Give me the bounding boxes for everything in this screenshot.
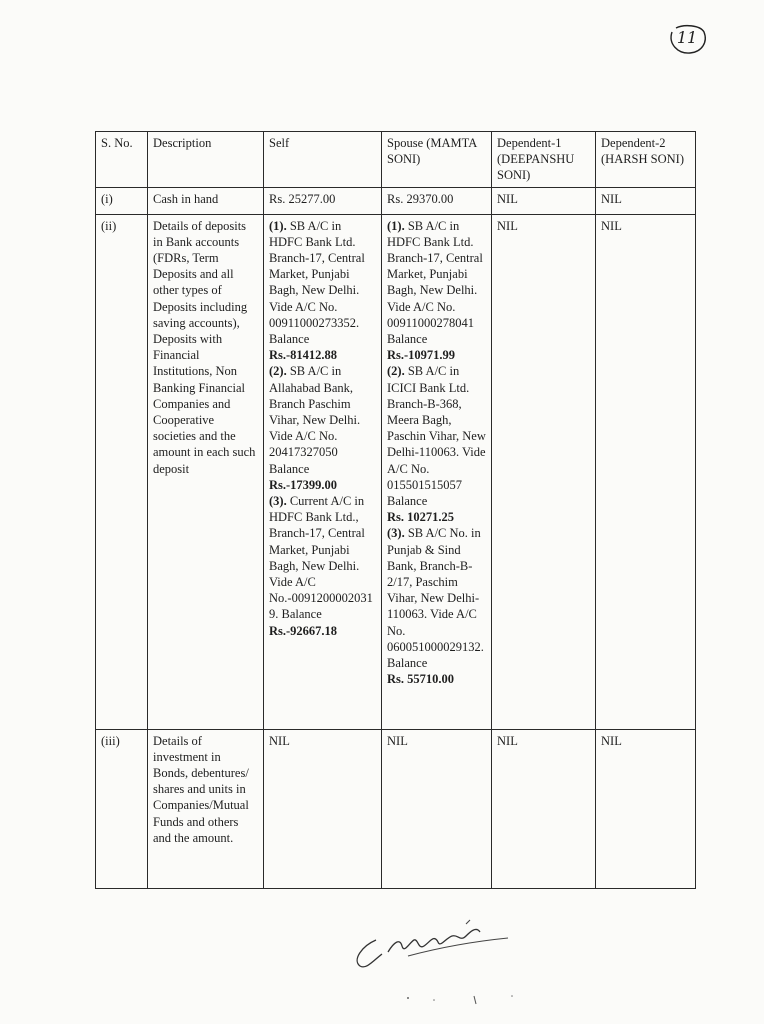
deposit-entry-text: SB A/C in ICICI Bank Ltd. Branch-B-368, Meera Bagh, Paschin Vihar, New Delhi-110063. Vide A/C No. 015501515057 Balance — [387, 364, 486, 509]
deposit-entry-text: SB A/C in HDFC Bank Ltd. Branch-17, Central Market, Punjabi Bagh, New Delhi. Vide A/C No. 00911000273352. Balance — [269, 218, 365, 347]
assets-table — [95, 131, 696, 889]
cell-dependent-2: NIL — [596, 187, 696, 214]
deposit-entry-label: (2). — [269, 364, 287, 379]
cell-sno: (i) — [96, 187, 148, 214]
deposit-entry-label: (1). — [387, 218, 405, 233]
cell-self: Rs. 25277.00 — [264, 187, 382, 214]
table-row — [96, 729, 696, 888]
header-dependent-2: Dependent-2 (HARSH SONI) — [596, 132, 696, 188]
cell-dependent-1: NIL — [492, 729, 596, 888]
header-sno: S. No. — [96, 132, 148, 188]
signature-scribble — [348, 912, 518, 982]
deposit-entry-text: SB A/C No. in Punjab & Sind Bank, Branch-B-2/17, Paschim Vihar, New Delhi-110063. Vide A/C No. 060051000029132. Balance — [387, 526, 484, 671]
cell-spouse-deposits — [382, 214, 492, 729]
deposit-entry-amount: Rs.-81412.88 — [269, 348, 338, 363]
deposit-entry-label: (3). — [387, 526, 405, 541]
cell-description: Cash in hand — [148, 187, 264, 214]
cell-spouse: NIL — [382, 729, 492, 888]
page-number — [664, 22, 710, 58]
deposit-entry-label: (2). — [387, 364, 405, 379]
signature — [348, 912, 518, 982]
table-row — [96, 214, 696, 729]
cell-spouse: Rs. 29370.00 — [382, 187, 492, 214]
page-number-text: 11 — [676, 28, 698, 47]
cell-self: NIL — [264, 729, 382, 888]
cell-description: Details of investment in Bonds, debentures/ shares and units in Companies/Mutual Funds and others and the amount. — [148, 729, 264, 888]
deposit-entry-label: (3). — [269, 494, 287, 509]
deposit-entry-amount: Rs. 55710.00 — [387, 672, 455, 687]
deposit-entry-text: SB A/C in Allahabad Bank, Branch Paschim Vihar, New Delhi. Vide A/C No. 20417327050 Balance — [269, 364, 361, 476]
header-self: Self — [264, 132, 382, 188]
cell-sno: (ii) — [96, 214, 148, 729]
deposit-entry-text: SB A/C in HDFC Bank Ltd. Branch-17, Central Market, Punjabi Bagh, New Delhi. Vide A/C No. 00911000278041 Balance — [387, 218, 483, 347]
header-description: Description — [148, 132, 264, 188]
cell-dependent-2: NIL — [596, 214, 696, 729]
cell-sno: (iii) — [96, 729, 148, 888]
table-header-row — [96, 132, 696, 188]
deposit-entry-text: Current A/C in HDFC Bank Ltd., Branch-17, Central Market, Punjabi Bagh, New Delhi. Vide A/C No.-00912000020319. Balance — [269, 494, 373, 622]
deposit-entry-amount: Rs.-92667.18 — [269, 623, 338, 638]
cell-dependent-1: NIL — [492, 187, 596, 214]
scan-specks — [400, 990, 520, 1010]
header-spouse: Spouse (MAMTA SONI) — [382, 132, 492, 188]
table-row — [96, 187, 696, 214]
deposit-entry-amount: Rs.-10971.99 — [387, 348, 456, 363]
header-dependent-1: Dependent-1 (DEEPANSHU SONI) — [492, 132, 596, 188]
cell-description: Details of deposits in Bank accounts (FDRs, Term Deposits and all other types of Deposits including saving accounts), Deposits with Financial Institutions, Non Banking Financial Companies and Cooperative societies and the amount in each such deposit — [148, 214, 264, 729]
deposit-entry-amount: Rs.-17399.00 — [269, 477, 338, 492]
cell-self-deposits — [264, 214, 382, 729]
deposit-entry-amount: Rs. 10271.25 — [387, 510, 455, 525]
deposit-entry-label: (1). — [269, 218, 287, 233]
cell-dependent-1: NIL — [492, 214, 596, 729]
cell-dependent-2: NIL — [596, 729, 696, 888]
